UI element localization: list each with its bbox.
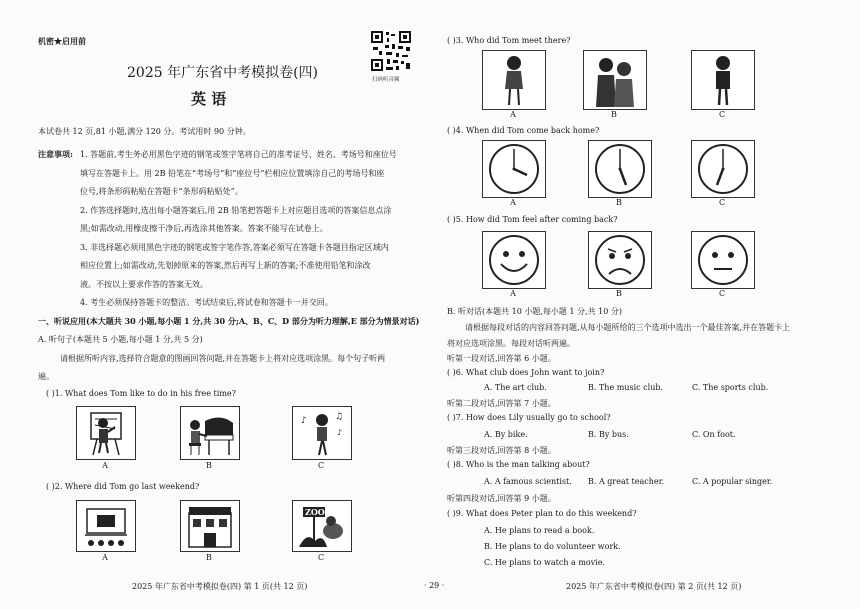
exam-title: 2025 年广东省中考模拟卷(四) (127, 65, 319, 81)
q8-option-c: C. A popular singer. (692, 477, 773, 486)
q6-option-c: C. The sports club. (692, 383, 769, 392)
q5-option-a-happy-face-image (482, 231, 546, 289)
question-9: ( )9. What does Peter plan to do this weekend? (447, 509, 637, 518)
right-footer: 2025 年广东省中考模拟卷(四) 第 2 页(共 12 页) (566, 582, 742, 591)
question-6: ( )6. What club does John want to join? (447, 368, 605, 377)
q3-label-b: B (611, 110, 617, 119)
question-2: ( )2. Where did Tom go last weekend? (46, 482, 200, 491)
note-line: 2. 作答选择题时,选出每小题答案后,用 2B 铅笔把答题卡上对应题目选项的答案信息点涂 (80, 206, 392, 215)
q5-label-b: B (616, 289, 622, 298)
q2-option-b-building-image (180, 500, 240, 552)
confidential-label: 机密★启用前 (38, 36, 86, 46)
q2-label-b: B (206, 553, 212, 562)
q3-label-a: A (510, 110, 516, 119)
q2-option-c-zoo-image (292, 500, 352, 552)
q7-option-a: A. By bike. (484, 430, 528, 439)
q6-option-a: A. The art club. (484, 383, 547, 392)
q9-option-b: B. He plans to do volunteer work. (484, 542, 621, 551)
q8-option-a: A. A famous scientist. (484, 477, 572, 486)
zoo-sign-text: ZOO (305, 507, 325, 517)
q3-option-c-boy-image (691, 50, 755, 110)
q7-option-b: B. By bus. (588, 430, 629, 439)
qr-code (370, 30, 412, 72)
q5-option-b-sad-face-image (588, 231, 652, 289)
q1-option-c-singing-image (292, 406, 352, 460)
note-line: 位号,将条形码粘贴在答题卡“条形码粘贴处”。 (80, 187, 243, 196)
q2-option-a-cinema-image (76, 500, 136, 552)
question-5: ( )5. How did Tom feel after coming back? (447, 215, 618, 224)
q4-label-c: C (718, 198, 726, 207)
partA-instruction: 请根据所听内容,选择符合题意的图画回答问题,并在答题卡上将对应选项涂黑。每个句子听两 (60, 354, 386, 363)
q5-label-a: A (510, 289, 516, 298)
q9-option-c: C. He plans to watch a movie. (484, 558, 606, 567)
dialogue-3-heading: 听第三段对话,回答第 8 小题。 (447, 446, 556, 455)
dialogue-4-heading: 听第四段对话,回答第 9 小题。 (447, 494, 556, 503)
center-page-number: · 29 · (424, 581, 445, 590)
left-footer: 2025 年广东省中考模拟卷(四) 第 1 页(共 12 页) (132, 582, 308, 591)
qr-caption: 扫码听音频 (372, 77, 400, 83)
note-line: 填写在答题卡上。用 2B 铅笔在“考场号”和“座位号”栏相应位置填涂自己的考场号和座 (80, 169, 385, 178)
q1-label-b: B (206, 461, 212, 470)
q3-option-a-girl-image (482, 50, 546, 110)
question-1: ( )1. What does Tom like to do in his free time? (46, 389, 236, 398)
partA-heading: A. 听句子(本题共 5 小题,每小题 1 分,共 5 分) (38, 335, 203, 344)
dialogue-1-heading: 听第一段对话,回答第 6 小题。 (447, 354, 556, 363)
q9-option-a: A. He plans to read a book. (484, 526, 595, 535)
partB-instruction: 将对应选项涂黑。每段对话听两遍。 (447, 339, 575, 348)
section1-heading: 一、听说应用(本大题共 30 小题,每小题 1 分,共 30 分;A、B、C、D 部分为听力理解,E 部分为情景对话) (38, 316, 420, 326)
q3-option-b-couple-image (583, 50, 647, 110)
svg-text:♪: ♪ (337, 428, 343, 437)
svg-text:♪: ♪ (301, 416, 307, 426)
q5-option-c-neutral-face-image (691, 231, 755, 289)
note-line: 3. 非选择题必须用黑色字迹的钢笔或签字笔作答,答案必须写在答题卡各题目指定区域内 (80, 243, 389, 252)
q4-label-a: A (510, 198, 516, 207)
exam-intro: 本试卷共 12 页,81 小题,满分 120 分。考试用时 90 分钟。 (38, 127, 251, 136)
q4-label-b: B (616, 198, 622, 207)
question-7: ( )7. How does Lily usually go to school? (447, 413, 611, 422)
q7-option-c: C. On foot. (692, 430, 736, 439)
q2-label-a: A (102, 553, 108, 562)
question-4: ( )4. When did Tom come back home? (447, 126, 600, 135)
q1-label-c: C (317, 461, 325, 470)
q1-label-a: A (102, 461, 108, 470)
q1-option-a-drawing-image (76, 406, 136, 460)
q4-option-a-clock-image (482, 140, 546, 198)
notes-label: 注意事项: (38, 149, 73, 159)
svg-text:♫: ♫ (335, 412, 344, 422)
q8-option-b: B. A great teacher. (588, 477, 665, 486)
note-line: 液。不按以上要求作答的答案无效。 (80, 280, 208, 289)
note-line: 1. 答题前,考生务必用黑色字迹的钢笔或签字笔将自己的准考证号、姓名、考场号和座位号 (80, 150, 397, 159)
q6-option-b: B. The music club. (588, 383, 664, 392)
q4-option-b-clock-image (588, 140, 652, 198)
q1-option-b-piano-image (180, 406, 240, 460)
partB-instruction: 请根据每段对话的内容回答问题,从每小题所给的三个选项中选出一个最佳答案,并在答题卡上 (465, 323, 791, 332)
q2-label-c: C (317, 553, 325, 562)
note-line: 相应位置上;如需改动,先划掉原来的答案,然后再写上新的答案;不准使用铅笔和涂改 (80, 261, 371, 270)
dialogue-2-heading: 听第二段对话,回答第 7 小题。 (447, 399, 556, 408)
partA-instruction: 遍。 (38, 372, 54, 381)
question-3: ( )3. Who did Tom meet there? (447, 36, 571, 45)
note-line: 4. 考生必须保持答题卡的整洁。考试结束后,将试卷和答题卡一并交回。 (80, 298, 333, 307)
q5-label-c: C (718, 289, 726, 298)
subject-title: 英 语 (191, 90, 227, 108)
note-line: 黑;如需改动,用橡皮擦干净后,再选涂其他答案。答案不能写在试卷上。 (80, 224, 328, 233)
partB-heading: B. 听对话(本题共 10 小题,每小题 1 分,共 10 分) (447, 307, 622, 316)
q4-option-c-clock-image (691, 140, 755, 198)
question-8: ( )8. Who is the man talking about? (447, 460, 590, 469)
q3-label-c: C (718, 110, 726, 119)
